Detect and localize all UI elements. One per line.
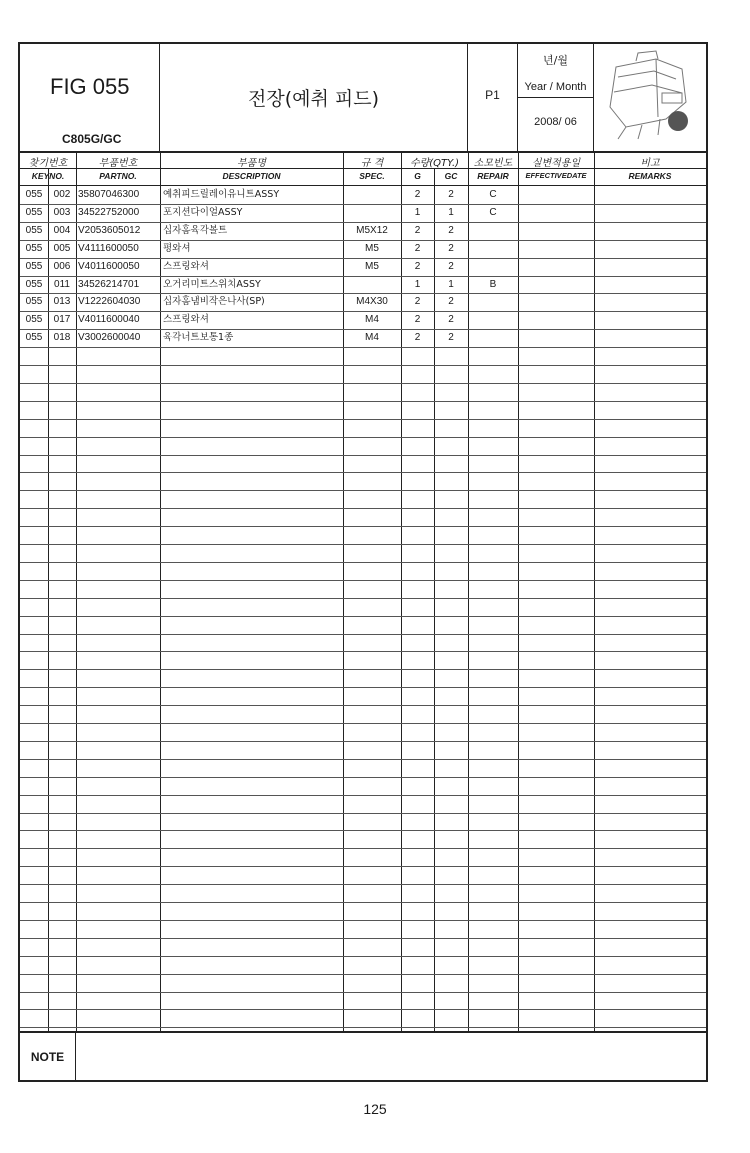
cell-fig: 055 (25, 296, 43, 308)
cell-g: 2 (414, 260, 421, 272)
cell-partno: V3002600040 (78, 332, 141, 344)
cell-g: 2 (414, 296, 421, 308)
cell-key: 011 (54, 278, 70, 290)
page-number: 125 (363, 1101, 387, 1117)
spec-header-kor: 규 격 (360, 158, 384, 169)
page-code: P1 (485, 88, 500, 102)
partno-header: PARTNO. (99, 171, 137, 181)
cell-gc: 2 (448, 314, 454, 326)
qty-g-header: G (414, 171, 421, 181)
note-section (20, 1031, 706, 1082)
desc-header: DESCRIPTION (222, 171, 281, 181)
figure-number: FIG 055 (50, 74, 130, 99)
cell-g: 2 (414, 224, 421, 236)
cell-spec: M4 (365, 314, 379, 326)
desc-header-kor: 부품명 (237, 158, 266, 169)
cell-repair: C (489, 206, 497, 218)
cell-desc: 포지션다이얼ASSY (163, 206, 243, 218)
cell-gc: 2 (448, 224, 454, 236)
cell-key: 018 (53, 332, 71, 344)
page-code-cell (468, 44, 518, 151)
cell-fig: 055 (25, 278, 43, 290)
cell-key: 005 (53, 242, 71, 254)
repair-header-kor: 소모빈도 (473, 158, 513, 169)
cell-partno: 34526214701 (78, 278, 140, 290)
cell-desc: 십자홈육각볼트 (163, 224, 228, 236)
parts-list-sheet (18, 42, 708, 1082)
effective-header: EFFECTIVEDATE (525, 171, 587, 180)
column-headers (20, 151, 706, 186)
remarks-header-kor: 비고 (640, 158, 660, 169)
cell-fig: 055 (25, 242, 43, 254)
cell-desc: 십자홈냄비작은나사(SP) (163, 296, 265, 308)
cell-spec: M4X30 (356, 296, 388, 308)
cell-key: 004 (53, 224, 71, 236)
effective-header-kor: 실변적용일 (531, 158, 581, 169)
cell-gc: 2 (448, 260, 454, 272)
cell-g: 2 (414, 332, 421, 344)
cell-fig: 055 (25, 314, 43, 326)
cell-partno: V4011600050 (78, 260, 140, 272)
cell-fig: 055 (25, 189, 43, 200)
remarks-header: REMARKS (628, 171, 672, 181)
sheet-header (20, 44, 706, 153)
year-month-cell (518, 44, 594, 151)
cell-repair: B (489, 278, 497, 290)
cell-partno: V4011600040 (78, 314, 140, 326)
cell-desc: 예취피드릴레이유니트ASSY (163, 189, 280, 200)
cell-gc: 1 (448, 278, 454, 290)
page-title: 전장(예취 피드) (248, 88, 379, 110)
cell-repair: C (489, 189, 497, 200)
year-month-kor-label: 년/월 (543, 54, 568, 67)
cell-spec: M4 (365, 332, 379, 344)
qty-header-kor: 수량(QTY.) (409, 158, 460, 169)
cell-g: 2 (414, 189, 421, 200)
cell-fig: 055 (25, 260, 43, 272)
year-month-eng-label: Year / Month (524, 81, 587, 93)
cell-desc: 스프링와셔 (163, 314, 209, 326)
keyno-header: KEYNO. (31, 171, 65, 181)
cell-spec: M5X12 (356, 224, 388, 236)
title-cell (160, 44, 468, 151)
cell-gc: 2 (448, 189, 454, 200)
partno-header-kor: 부품번호 (98, 158, 138, 169)
thumbnail-cell (594, 44, 706, 151)
cell-partno: 34522752000 (78, 206, 140, 218)
cell-key: 006 (53, 260, 71, 272)
cell-desc: 오거리미트스위치ASSY (163, 278, 261, 290)
cell-gc: 1 (448, 206, 454, 218)
cell-desc: 스프링와셔 (163, 260, 209, 272)
repair-header: REPAIR (477, 171, 509, 181)
cell-key: 017 (53, 314, 71, 326)
note-label: NOTE (20, 1033, 76, 1082)
cell-g: 1 (414, 278, 421, 290)
cell-key: 002 (53, 189, 71, 200)
fig-cell (20, 44, 160, 151)
cell-g: 2 (414, 242, 421, 254)
year-month-value: 2008/ 06 (534, 116, 577, 128)
cell-spec: M5 (365, 260, 379, 272)
cell-desc: 육각너트보통1종 (163, 332, 234, 344)
cell-g: 2 (414, 314, 421, 326)
cell-fig: 055 (25, 206, 43, 218)
cell-partno: V2053605012 (78, 224, 141, 236)
cell-partno: V1222604030 (78, 296, 141, 308)
cell-gc: 2 (448, 242, 454, 254)
cell-key: 013 (53, 296, 71, 308)
cell-g: 1 (414, 206, 421, 218)
cell-desc: 평와셔 (163, 242, 191, 254)
spec-header: SPEC. (359, 171, 385, 181)
cell-fig: 055 (25, 332, 43, 344)
cell-key: 003 (53, 206, 71, 218)
model-number: C805G/GC (62, 132, 122, 146)
qty-gc-header: GC (444, 171, 458, 181)
cell-partno: V4111600050 (78, 242, 139, 254)
cell-fig: 055 (25, 224, 43, 236)
cell-partno: 35807046300 (78, 189, 140, 200)
cell-gc: 2 (448, 332, 454, 344)
keyno-header-kor: 찾기번호 (28, 158, 68, 169)
harvester-thumbnail-icon (596, 47, 702, 147)
cell-spec: M5 (365, 242, 379, 254)
cell-gc: 2 (448, 296, 454, 308)
